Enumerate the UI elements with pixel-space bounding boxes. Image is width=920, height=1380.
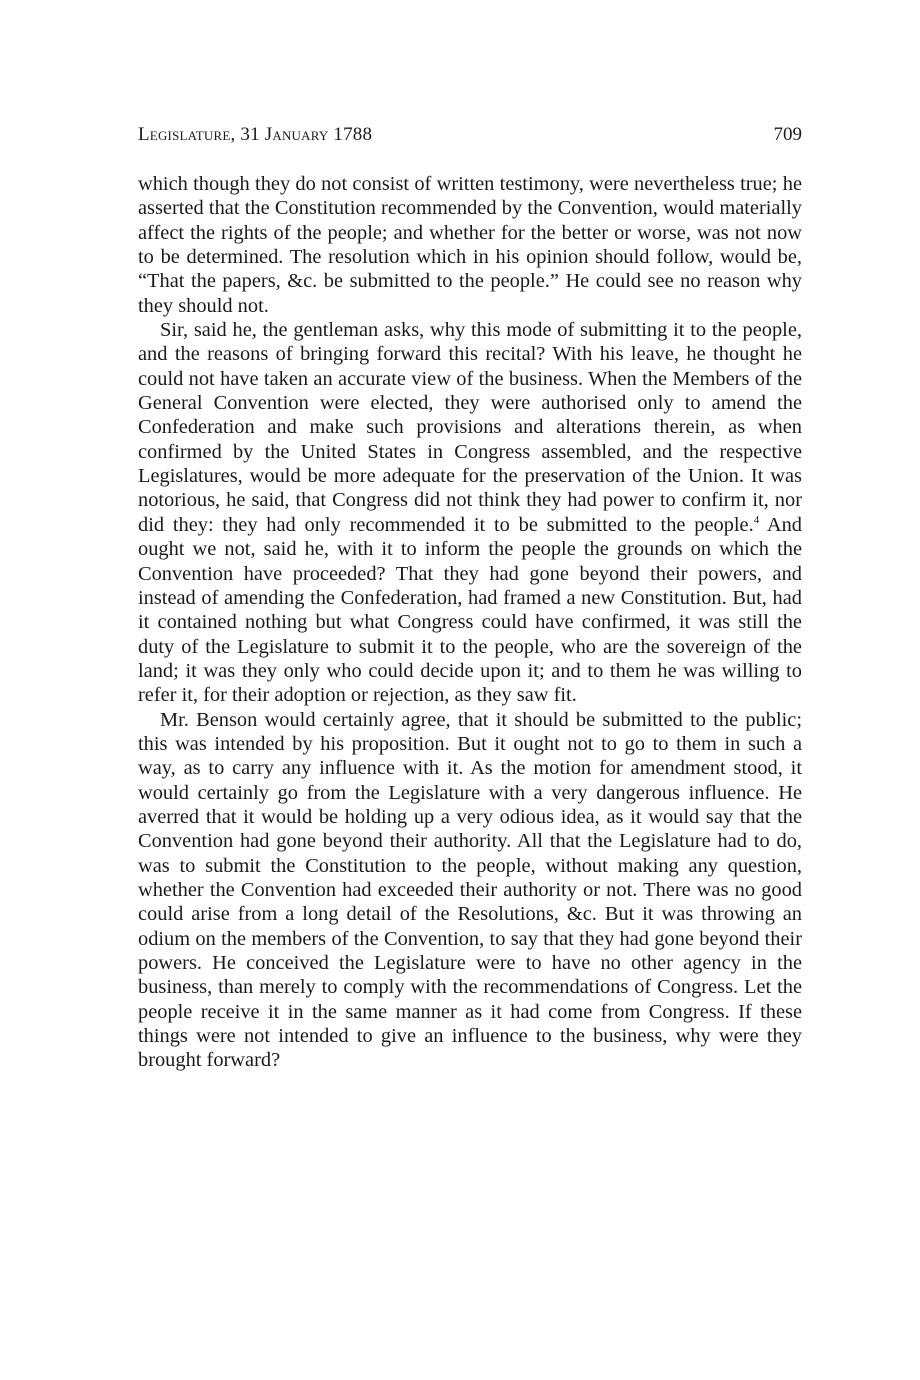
running-head-title: Legislature, 31 January 1788: [138, 124, 373, 145]
paragraph-mr-benson: Mr. Benson would certainly agree, that it should be submitted to the public; this was intended by his proposition. But it ought not to go to them in such a way, as to carry any influence with it. As the motion for amendment stood, it would certainly go from the Legislature with a very dangerous influence. He averred that it would be holding up a very odious idea, as it would say that the Convention had gone beyond their authority. All that the Legislature had to do, was to submit the Constitution to the people, without making any question, whether the Convention had exceeded their authority or not. There was no good could arise from a long detail of the Resolutions, &c. But it was throwing an odium on the members of the Convention, to say that they had gone beyond their powers. He conceived the Legislature were to have no other agency in the business, than merely to comply with the recommendations of Congress. Let the people receive it in the same manner as it had come from Congress. If these things were not intended to give an influence to the business, why were they brought forward?: [138, 708, 802, 1072]
body-text: [138, 172, 802, 1073]
paragraph-sir-said-he: [138, 318, 802, 708]
document-page: [138, 120, 802, 1073]
footnote-reference[interactable]: 4: [753, 514, 760, 527]
page-number: 709: [773, 124, 802, 145]
paragraph-text-before-note: Sir, said he, the gentleman asks, why this mode of submitting it to the people, and the reasons of bringing forward this recital? With his leave, he thought he could not have taken an accurate view of the business. When the Members of the General Convention were elected, they were authorised only to amend the Confederation and make such provisions and alterations therein, as when confirmed by the United States in Congress assembled, and the respective Legislatures, would be more adequate for the preservation of the Union. It was notorious, he said, that Congress did not think they had power to confirm it, nor did they: they had only recommended it to be submitted to the people.: [138, 319, 802, 536]
paragraph-text-after-note: And ought we not, said he, with it to inform the people the grounds on which the Convention have proceeded? That they had gone beyond their powers, and instead of amending the Confederation, had framed a new Constitution. But, had it contained nothing but what Congress could have confirmed, it was still the duty of the Legislature to submit it to the people, who are the sovereign of the land; it was they only who could decide upon it; and to them he was willing to refer it, for their adoption or rejection, as they saw fit.: [138, 513, 802, 707]
paragraph-continued: which though they do not consist of written testimony, were nevertheless true; he asserted that the Constitution recommended by the Convention, would materially affect the rights of the people; and whether for the better or worse, was not now to be determined. The resolution which in his opinion should follow, would be, “That the papers, &c. be submitted to the people.” He could see no reason why they should not.: [138, 173, 802, 317]
running-head: [138, 120, 802, 150]
